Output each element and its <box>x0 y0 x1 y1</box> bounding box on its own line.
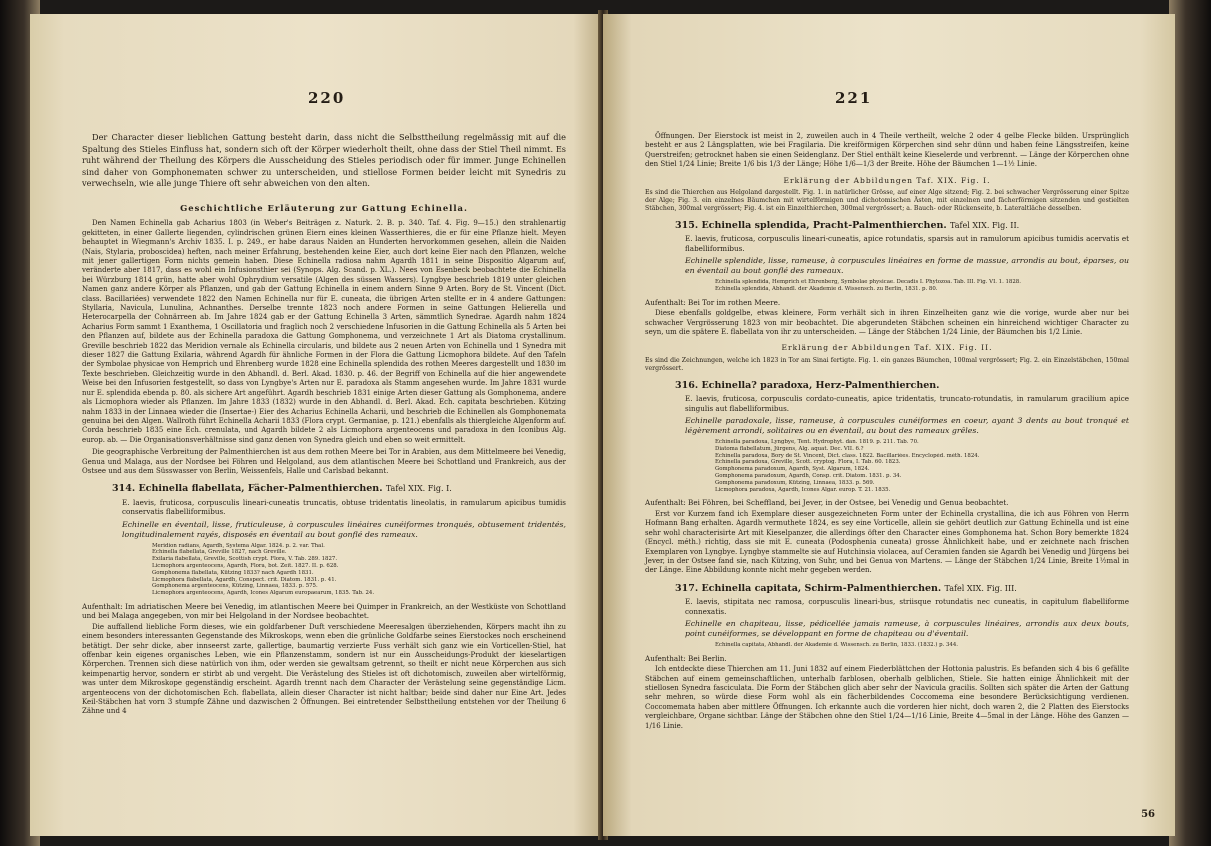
intro-paragraph: Der Character dieser lieblichen Gattung besteht darin, dass nicht die Selbsttheilung regelmässig mit auf die Spaltung des Stieles Einfluss hat, sondern sich oft der Körper wiederholt theilt, ohne dass der Stiel Theil nimmt. Es ruht während der Theilung des Körpers die Ausscheidung des Stieles periodisch oder für immer. Junge Echinellen sind daher von Gomphonematen schwer zu unterscheiden, und stiellose Formen beider leicht mit Synedris zu verwechseln, wie alle junge Thiere oft sehr abweichen von den alten. <box>82 132 566 189</box>
species-description: Ich entdeckte diese Thierchen am 11. Juni 1832 auf einem Fiederblättchen der Hottonia palustris. Es befanden sich 4 bis 6 gefällte Stäbchen auf einem gemeinschaftlichen, unterhalb farblosen, oberhalb gelblichen, Stiele. Sie hatten einige Ähnlichkeit mit der stiellosen Synedra fasciculata. Die Form der Stäbchen glich aber sehr der Navicula gracilis. Sollten sich später die Arten der Gattung sehr mehren, so würde diese Form wohl als ein fächerbildendes Coccomema eine besondere Berücksichtigung verdienen. Coccomemata haben aber mittlere Öffnungen. Ich erkannte auch die vorderen hier nicht, doch waren 2, die 2 Platten des Eierstocks vergleichbare, Organe sichtbar. Länge der Stäbchen ohne den Stiel 1/24—1/16 Linie, Breite 4—5mal in der Länge. Höhe des Ganzen — 1/16 Linie. <box>645 665 1129 730</box>
synonym-line: Echinella capitata, Abhandl. der Akademie d. Wissensch. zu Berlin, 1833. (1832.) p. 344. <box>715 641 958 648</box>
section-heading: Geschichtliche Erläuterung zur Gattung Echinella. <box>180 202 468 213</box>
species-description: Diese ebenfalls goldgelbe, etwas kleinere, Form verhält sich in ihren Einzelheiten ganz wie die vorige, wurde aber nur bei schwacher Vergrösserung 1823 von mir beobachtet. Die abgerundeten Stäbchen scheinen ein hinreichend wichtiger Character zu seyn, um die spätere E. flabellata von ihr zu unterscheiden. — Länge der Stäbchen 1/24 Linie, der Bäumchen bis 1/2 Linie. <box>645 309 1129 337</box>
synonym-line: Diatoma flabellatum, Jürgens, Alg. aquat. Dec. VII. 6.? <box>715 445 864 452</box>
synonym-line: Licmophora argenteocens, Agardh, Flora, bot. Zeit. 1827. II. p. 628. <box>152 562 339 569</box>
synonym-line: Meridion radians, Agardh, Systema Algar. 1824. p. 2. var. Thal. <box>152 542 325 549</box>
species-description: Erst vor Kurzem fand ich Exemplare dieser ausgezeichneten Form unter der Echinella crystallina, die ich aus Föhren von Herrn Hofmann Bang erhalten. Agardh vermuthete 1824, es sey eine Vorticelle, allein sie gehört deutlich zur Gattung Echinella und ist eine sehr wohl characterisirte Art mit Kieselpanzer, die allerdings öfter den Character eines Gomphonema hat. Schon Bory bemerkte 1824 (Encycl. méth.) richtig, dass sie mit E. cuneata (Podosphenia cuneata) grosse Ähnlichkeit habe, und er zeichnete nach frischen Exemplaren von Lyngbye. Lyngbye stammelte sie auf Hutchinsia violacea, auf Ceramien fanden sie Agardh bei Venedig und Jürgens bei Jever, in der Ostsee fand sie, nach Kützing, von Suhr, und bei Genua von Martens. — Länge der Stäbchen 1/24 Linie, Breite 1½mal in der Länge. Eine Abbildung konnte nicht mehr gegeben werden. <box>645 509 1129 575</box>
plate-reference: Tafel XIX. Fig. I. <box>385 484 452 494</box>
left-page <box>30 14 602 836</box>
synonym-list <box>152 543 566 597</box>
right-page <box>603 14 1175 836</box>
distribution-paragraph: Die geographische Verbreitung der Palmenthierchen ist aus dem rothen Meere bei Tor in Arabien, aus dem Mittelmeere bei Venedig, Genua und Malaga, aus der Nordsee bei Föhren und Helgoland, aus dem atlantischen Meere bei Schottland und Frankreich, aus der Ostsee und aus dem Süsswasser von Berlin, Weissenfels, Halle und Carlsbad bekannt. <box>82 448 566 475</box>
synonym-line: Echinella splendida, Abhandl. der Akademie d. Wissensch. zu Berlin, 1831. p. 80. <box>715 286 938 293</box>
species-title: 317. Echinella capitata, Schirm-Palmenthierchen. <box>675 582 942 594</box>
synonym-line: Echinella splendida, Hemprich et Ehrenberg, Symbolae physicae. Decadis I. Phytozoa. Tab. III. Fig. VI. 1. 1828. <box>715 279 1021 286</box>
synonym-line: Echinella flabellata, Greville 1827, nach Greville. <box>152 549 287 556</box>
synonym-line: Gomphonema flabellata, Kützing 1833? nach Agardh 1831. <box>152 569 314 576</box>
synonym-line: Gomphonema paradoxum, Agardh, Syst. Algarum, 1824. <box>715 466 870 473</box>
synonym-line: Echinella paradoxa, Greville, Scott. cryptog. Flora, I. Tab. 60. 1823. <box>715 459 901 466</box>
right-page-text <box>645 92 1129 734</box>
synonym-list <box>715 439 1129 493</box>
habitat-text: Aufenthalt: Bei Föhren, bei Scheffland, bei Jever, in der Ostsee, bei Venedig und Genua beobachtet. <box>645 498 1009 508</box>
species-title: 315. Echinella splendida, Pracht-Palmenthierchen. <box>675 220 947 232</box>
figure-explanation-heading: Erklärung der Abbildungen Taf. XIX. Fig. II. <box>781 343 993 353</box>
synonym-list <box>715 642 1129 649</box>
synonym-line: Gomphonema paradoxum, Kützing, Linnaea, 1833. p. 569. <box>715 479 875 486</box>
habitat-text: Aufenthalt: Bei Berlin. <box>645 653 727 663</box>
french-diagnosis: Echinelle paradoxale, lisse, rameuse, à corpuscules cunéiformes en coeur, ayant 3 dents au bout tronqué et légèrement arrondi, solitaires ou en éventail, au bout des rameaux grêles. <box>685 416 1129 436</box>
synonym-line: Licmophora paradoxa, Agardh, Icones Algar. europ. T. 21. 1835. <box>715 486 891 493</box>
synonym-line: Gomphonema paradoxum, Agardh, Consp. crit. Diatom. 1831. p. 34. <box>715 473 902 480</box>
synonym-line: Exilaria flabellata, Greville, Scottish crypt. Flora, V. Tab. 289. 1827. <box>152 556 338 563</box>
plate-reference: Tafel XIX. Fig. III. <box>944 583 1017 593</box>
synonym-line: Echinella paradoxa, Bory de St. Vincent, Dict. class. 1822. Bacillariées. Encyclopéd. méth. 1824. <box>715 452 980 459</box>
french-diagnosis: Echinelle splendide, lisse, rameuse, à corpuscules linéaires en forme de massue, arrondis au bout, éparses, ou en éventail au bout gonflé des rameaux. <box>685 256 1129 276</box>
species-heading <box>112 484 566 493</box>
latin-diagnosis: E. laevis, fruticosa, corpusculis cordato-cuneatis, apice tridentatis, truncato-rotundatis, in ramularum gracilium apice singulis aut flabelliformibus. <box>685 394 1129 413</box>
latin-diagnosis: E. laevis, fruticosa, corpusculis lineari-cuneatis, apice rotundatis, sparsis aut in ramulorum apicibus tumidis acervatis et flabelliformibus. <box>685 234 1129 253</box>
synonym-list <box>715 279 1129 293</box>
species-heading <box>675 221 1129 230</box>
latin-diagnosis: E. laevis, fruticosa, corpusculis lineari-cuneatis truncatis, obtuse tridentatis lineolatis, in ramularum apicibus tumidis conservatis flabelliformibus. <box>122 497 566 517</box>
figure-explanation-heading: Erklärung der Abbildungen Taf. XIX. Fig. I. <box>783 175 991 185</box>
page-number: 220 <box>308 89 346 107</box>
figure-explanation: Es sind die Zeichnungen, welche ich 1823 in Tor am Sinai fertigte. Fig. 1. ein ganzes Bäumchen, 100mal vergrössert; Fig. 2. ein Einzelstäbchen, 150mal vergrössert. <box>645 356 1129 372</box>
book-cover-right-edge <box>1169 0 1211 846</box>
french-diagnosis: Echinelle en chapiteau, lisse, pédicellée jamais rameuse, à corpuscules linéaires, arrondis aux deux bouts, point cunéiformes, se développant en forme de chapiteau ou d'éventail. <box>685 618 1129 638</box>
species-title: 316. Echinella? paradoxa, Herz-Palmenthierchen. <box>675 379 940 391</box>
printer-signature-mark: 56 <box>1141 809 1155 820</box>
synonym-line: Licmophora argenteocens, Agardh, Icones Algarum europaearum, 1835. Tab. 24. <box>152 590 375 597</box>
habitat-text: Aufenthalt: Im adriatischen Meere bei Venedig, im atlantischen Meere bei Quimper in Frankreich, an der Westküste von Schottland und bei Malaga angegeben, von mir bei Helgoland in der Nordsee beobachtet. <box>82 601 566 621</box>
synonym-line: Echinella paradoxa, Lyngbye, Tent. Hydrophyt. dan. 1819. p. 211. Tab. 70. <box>715 439 919 446</box>
synonym-line: Licmophora flabellata, Agardh, Conspect. crit. Diatom. 1831. p. 41. <box>152 576 337 583</box>
species-description: Die auffallend liebliche Form dieses, wie ein goldfarbener Duft verschiedene Meeresalgen überziehenden, Körpers macht ihn zu einem besonders interessanten Gegenstande des Mikroskops, wenn eben die grünliche Goldfarbe seines Eierstockes noch erscheinend betätigt. Der sehr dicke, aber innseerst zarte, gallertige, baumartig verzierte Fuss verhält sich ganz wie ein Vorticellen-Stiel, hat offenbar kein eigenes organisches Leben, wie ein Pflanzenstamm, sondern ist nur ein Ausscheidungs-Produkt der kieselartigen Körperchen. Trennen sich diese natürlich von ihm, oder werden sie gewaltsam getrennt, so theilt er nicht neue Körperchen aus sich keimpenartig hervor, sondern er stirbt ab und vergeht. Die Verästelung des Stieles ist oft dichotomisch, zuweilen aber wirtelförmig, was unter dem Mikroskope gegenständig erscheint. Agardh trennt nach dem Character der Verästelung seine gegenständige Licm. argenteocens von der dichotomischen Ech. flabellata, allein dieser Character ist nicht haltbar; beide sind daher nur Eine Art. Jedes Keil-Stäbchen hat vorn 3 stumpfe Zähne und dazwischen 2 Öffnungen. Bei eintretender Selbsttheilung entstehen vor der Theilung 6 Zähne und 4 <box>82 622 566 716</box>
left-page-text <box>82 92 566 720</box>
latin-diagnosis: E. laevis, stipitata nec ramosa, corpusculis lineari-bus, striisque rotundatis nec cuneatis, in capitulum flabelliforme connexatis. <box>685 597 1129 616</box>
species-title: 314. Echinella flabellata, Fächer-Palmenthierchen. <box>112 483 383 495</box>
species-heading <box>675 584 1129 593</box>
habitat-text: Aufenthalt: Bei Tor im rothen Meere. <box>645 297 781 307</box>
synonym-line: Gomphonema argenteocens, Kützing, Linnaea, 1833. p. 575. <box>152 583 318 590</box>
plate-reference: Tafel XIX. Fig. II. <box>950 221 1020 231</box>
french-diagnosis: Echinelle en éventail, lisse, fruticuleuse, à corpuscules linéaires cunéiformes tronqués, obtusement tridentés, longitudinalement rayés, disposés en éventail au bout gonflé des rameaux. <box>122 519 566 539</box>
continued-paragraph: Öffnungen. Der Eierstock ist meist in 2, zuweilen auch in 4 Theile vertheilt, welche 2 oder 4 gelbe Flecke bilden. Ursprünglich besteht er aus 2 Längsplatten, wie bei Fragilaria. Die kreiförmigen Körperchen sind sehr dünn und haben feine Längsstreifen, keine Querstreifen; getrocknet haben sie einen Seidenglanz. Der Stiel enthält keine Kieselerde und verbrennt. — Länge der Körperchen ohne den Stiel 1/24 Linie; Breite 1/6 bis 1/3 der Länge; Höhe 1/6—1/3 der Breite. Höhe der Bäumchen 1—1½ Linie. <box>645 132 1129 169</box>
species-heading <box>675 381 1129 390</box>
history-paragraph: Den Namen Echinella gab Acharius 1803 (in Weber's Beiträgen z. Naturk. 2. B. p. 340. Taf. 4. Fig. 9—15.) den strahlenartig gekitteten, in einer Gallerte liegenden, cylindrischen grünen Eiern eines kleinen Wasserthieres, die er für eine Pflanze hielt. Meyen behauptet in Wiegmann's Archiv 1835. I. p. 249., er habe daraus Naiden an Hunderten hervorkommen gesehen, allein die Naiden (Nais, Stylaria, proboscidea) heften, nach meiner Erfahrung, bestehenden keine Eier, auch dort keine Eier nach den Pflanzen, welche mit jener gallertigen Form nichts gemein haben. Diese Echinella radiosa nahm Agardh 1811 in seine Dispositio Algarum auf, veränderte aber 1817, dass es wohl ein Infusionsthier sei (Synops. Alg. Scand. p. XL.). Nees von Esenbeck beobachtete die Echinella bei Würzburg 1814 grün, hatte aber wohl Ophrydium versatile (Algen des süssen Wassers). Lyngbye beschrieb 1819 unter gleichen Namen ganz andere Körper als Pflanzen, und gab der Gattung Echinella in einem andern Sinne 9 Arten. Bory de St. Vincent (Dict. class. Bacillariées) verwendete 1822 den Namen Echinella nur für E. cuneata, die übrigen Arten stellte er in 4 andere Gattungen: Styllaria, Navicula, Lunulina, Achnanthes. Derselbe trennte 1823 noch andere Formen in seine Gattungen Helierella und Heterocarpella der Cohnärreen ab. Im Jahre 1824 gab er der Gattung Echinella 3 Arten, sämmtlich Synedrae. Agardh nahm 1824 Acharius Form sammt 1 Exanthema, 1 Oscillatoria und fraglich noch 2 verschiedene Infusorien in die Gattung Echinella als 5 Arten bei den Pflanzen auf, bildete aus der Echinella paradoxa die Gattung Gomphonema, und verzeichnete 1 Art als Diatoma crystallinum. Greville beschrieb 1822 das Meridion vernale als Echinella circularis, und bildete aus 2 neuen Arten von Echinella und 1 Synedra mit dieser 1827 die Gattung Exilaria, während Agardh für ähnliche Formen in der Flora die Gattung Licmophora bildete. Auf den Tafeln der Symbolae physicae von Hemprich und Ehrenberg wurde 1828 eine Echinella splendida des rothen Meeres dargestellt und 1830 im Texte beschrieben. Gleichzeitig wurde in den Abhandl. d. Berl. Akad. 1830. p. 46. der Begriff von Echinella auf die hier angewendete Weise bei den Infusorien festgestellt, so dass von Lyngbye's Arten nur E. paradoxa als Stamm angesehen wurde. Im Jahre 1831 wurde nur E. splendida ebenda p. 80. als sichere Art angeführt. Agardh beschrieb 1831 einige Arten dieser Gattung als Gomphonema, andere als Licmophora wieder als Pflanzen. Im Jahre 1833 (1832) wurde in den Abhandl. d. Berl. Akad. Ech. capitata beschrieben. Kützing nahm 1833 in der Linnaea wieder die (Insertae-) Eier des Acharius Echinella Acharii, und beschrieb die Echinellen als Gomphonemata genuina bei den Algen. Wallroth führt Echinella Acharii 1833 (Flora crypt. Germaniae, p. 121.) ebenfalls als thiergleiche Algenform auf. Corda beschrieb 1835 eine Ech. crenulata, und Agardh bildete 2 als Licmophora argenteocens und paradoxa in den Iconibus Alg. europ. ab. — Die Organisationsverhältnisse sind ganz denen von Synedra gleich und eben so weit ermittelt. <box>82 219 566 444</box>
figure-explanation: Es sind die Thierchen aus Helgoland dargestellt. Fig. 1. in natürlicher Grösse, auf einer Alge sitzend; Fig. 2. bei schwacher Vergrösserung einer Spitze der Alge; Fig. 3. ein einzelnes Bäumchen mit wirtelförmigen und dichotomischen Ästen, mit einzelnen und fächerförmigen sitzenden und gestielten Stäbchen, 300mal vergrössert; Fig. 4. ist ein Einzelthierchen, 300mal vergrössert; a. Bauch- oder Rückenseite, b. Lateraltläche desselben. <box>645 189 1129 213</box>
page-number: 221 <box>835 89 873 107</box>
